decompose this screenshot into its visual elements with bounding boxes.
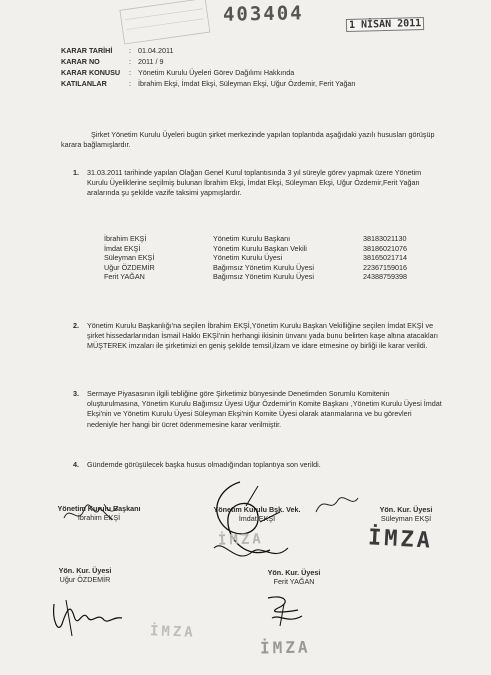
document-number-stamp: 403404 xyxy=(222,2,304,26)
signature-block-member-ugur xyxy=(45,566,125,584)
colon: : xyxy=(129,57,131,66)
handwritten-signature-ferit xyxy=(258,590,310,630)
signature-block-member-suleyman xyxy=(362,505,450,523)
colon: : xyxy=(129,79,131,88)
item-number: 4. xyxy=(73,460,79,469)
board-member-table xyxy=(104,234,444,282)
imza-stamp-faint: İMZA xyxy=(217,531,264,549)
imza-stamp-faint: İMZA xyxy=(149,623,196,641)
signature-name: Süleyman EKŞİ xyxy=(380,514,432,523)
header-label: KARAR TARİHİ xyxy=(61,46,113,55)
handwritten-signature-ugur xyxy=(48,594,130,640)
member-name: Uğur ÖZDEMİR xyxy=(104,262,155,272)
member-role: Bağımsız Yönetim Kurulu Üyesi xyxy=(213,262,314,272)
signature-title: Yön. Kur. Üyesi xyxy=(379,505,433,514)
header-label: KATILANLAR xyxy=(61,79,107,88)
handwritten-signature-suleyman xyxy=(312,488,362,518)
header-label: KARAR NO xyxy=(61,57,100,66)
board-row xyxy=(104,253,444,263)
handwritten-signature-imdat xyxy=(200,478,295,576)
item-text: Gündemde görüşülecek başka husus olmadığından toplantıya son verildi. xyxy=(87,460,321,469)
header-value: Yönetim Kurulu Üyeleri Görev Dağılımı Hakkında xyxy=(138,68,295,77)
colon: : xyxy=(129,68,131,77)
imza-stamp-faint: İMZA xyxy=(259,637,311,658)
signature-name: Ferit YAĞAN xyxy=(273,577,315,586)
header-value: 01.04.2011 xyxy=(138,46,174,55)
member-name: Ferit YAĞAN xyxy=(104,272,145,282)
member-id: 24388759398 xyxy=(363,272,407,282)
member-id: 38165021714 xyxy=(363,253,407,263)
colon: : xyxy=(129,46,131,55)
decision-item-4 xyxy=(73,460,442,470)
member-name: Süleyman EKŞİ xyxy=(104,253,155,263)
item-text: Yönetim Kurulu Başkanlığı'na seçilen İbrahim EKŞİ,Yönetim Kurulu Başkan Vekilliğine seçilen İmdat EKŞİ ve şirket hissedarlarından İsmail Hakkı EKŞİ'nin herhangi ikisinin ünvanı yada bunu belirten kaşe altına atacakları MÜŞTEREK imzaları ile şirketimizi en geniş şekilde temsil,ilzam ve idare etmesine oy birliği ile karar verildi. xyxy=(87,321,438,351)
board-row xyxy=(104,263,444,273)
faint-stamp-graphic xyxy=(113,0,218,51)
date-stamp: 1 NİSAN 2011 xyxy=(346,17,425,32)
board-row xyxy=(104,244,444,254)
signature-name: İbrahim EKŞİ xyxy=(77,513,121,522)
imza-stamp: İMZA xyxy=(367,525,434,554)
item-number: 3. xyxy=(73,389,79,398)
decision-item-2 xyxy=(73,321,442,352)
signature-title: Yönetim Kurulu Başkanı xyxy=(57,504,141,513)
item-number: 2. xyxy=(73,321,79,330)
member-name: İbrahim EKŞİ xyxy=(104,234,147,243)
decision-item-3 xyxy=(73,389,442,430)
intro-paragraph: Şirket Yönetim Kurulu Üyeleri bugün şirket merkezinde yapılan toplantıda aşağıdaki yazılı hususları görüşüp karara bağlamışlardır. xyxy=(61,130,435,149)
decision-item-1 xyxy=(73,168,442,199)
item-text: Sermaye Piyasasının ilgili tebliğine göre Şirketimiz bünyesinde Denetimden Sorumlu Komitenin oluşturulmasına, Yönetim Kurulu Bağımsız Üyesi Uğur Özdemir'in Komite Başkanı ,Yönetim Kurulu Üyesi İmdat Ekşi'nin ve Yönetim Kurulu Üyesi Süleyman Ekşi'nin Komite Üyesi olarak atanmalarına ve bu görevleri nedeniyle her hangi bir ücret ödenmemesine karar verilmiştir. xyxy=(87,389,442,429)
board-row xyxy=(104,272,444,282)
member-name: İmdat EKŞİ xyxy=(104,243,141,253)
item-text: 31.03.2011 tarihinde yapılan Olağan Genel Kurul toplantısında 3 yıl süreyle görev yapmak üzere Yönetim Kurulu Üyeliklerine seçilmiş bulunan İbrahim Ekşi, İmdat Ekşi, Süleyman Ekşi, Uğur Özdemir,Ferit Yağan aralarında şu şekilde vazife taksimi yapmışlardır. xyxy=(87,168,422,198)
signature-name: Uğur ÖZDEMİR xyxy=(59,575,111,584)
board-row xyxy=(104,234,444,244)
signature-title: Yön. Kur. Üyesi xyxy=(267,568,321,577)
header-value: İbrahim Ekşi, İmdat Ekşi, Süleyman Ekşi, Uğur Özdemir, Ferit Yağan xyxy=(138,79,356,88)
signature-name: İmdat EKŞİ xyxy=(238,514,276,523)
member-id: 38186021076 xyxy=(363,243,407,253)
member-role: Yönetim Kurulu Başkanı xyxy=(213,234,291,243)
handwritten-signature-ibrahim xyxy=(60,500,120,530)
signature-title: Yönetim Kurulu Bşk. Vek. xyxy=(213,505,301,514)
item-number: 1. xyxy=(73,168,79,177)
member-id: 22367159016 xyxy=(363,262,407,272)
member-role: Yönetim Kurulu Başkan Vekili xyxy=(213,243,307,253)
member-role: Bağımsız Yönetim Kurulu Üyesi xyxy=(213,272,314,282)
faint-stamp-mark xyxy=(113,0,218,51)
header-label: KARAR KONUSU xyxy=(61,68,121,77)
header-value: 2011 / 9 xyxy=(138,57,164,66)
signature-title: Yön. Kur. Üyesi xyxy=(58,566,112,575)
member-id: 38183021130 xyxy=(363,234,407,243)
member-role: Yönetim Kurulu Üyesi xyxy=(213,253,283,263)
